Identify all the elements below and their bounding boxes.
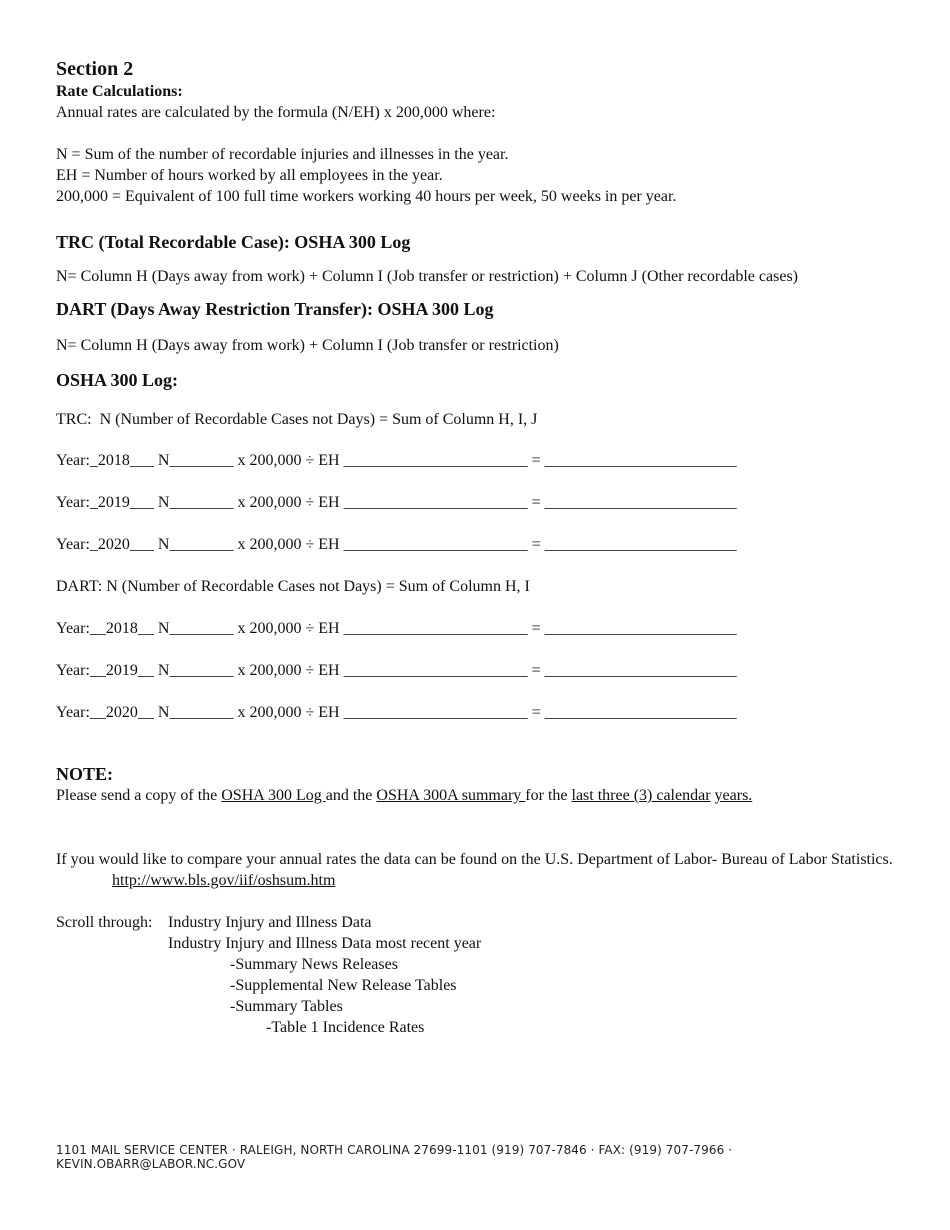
dart-line: DART: N (Number of Recordable Cases not Days) = Sum of Column H, I: [56, 578, 530, 595]
section-title: Section 2: [56, 58, 134, 80]
scroll-label: Scroll through:: [56, 914, 153, 931]
page-footer: 1101 MAIL SERVICE CENTER · RALEIGH, NORTH CAROLINA 27699-1101 (919) 707-7846 · FAX: (919) 707-7966 · KEVIN.OBARR@LABOR.NC.GOV: [56, 1143, 733, 1171]
trc-heading: TRC (Total Recordable Case): OSHA 300 Log: [56, 232, 411, 252]
dart-row-2020: Year:__2020__ N________ x 200,000 ÷ EH _______________________ = ________________________: [56, 704, 737, 721]
scroll-item-industry-data: Industry Injury and Illness Data: [168, 914, 372, 931]
bls-url-container: [56, 870, 896, 891]
document-body: [56, 58, 896, 1038]
bls-url-link[interactable]: http://www.bls.gov/iif/oshsum.htm: [112, 872, 336, 889]
note-heading: NOTE:: [56, 764, 114, 784]
trc-row-2019: Year:_2019___ N________ x 200,000 ÷ EH _______________________ = ________________________: [56, 494, 737, 511]
note-text-2: and the: [325, 787, 377, 804]
dart-formula: N= Column H (Days away from work) + Column I (Job transfer or restriction): [56, 337, 559, 354]
last-three-calendar-link[interactable]: last three (3) calendar: [571, 787, 711, 804]
osha-300-log-link[interactable]: OSHA 300 Log: [221, 787, 326, 804]
scroll-item-recent-year: Industry Injury and Illness Data most recent year: [168, 935, 482, 952]
scroll-subitem-summary-tables: -Summary Tables: [230, 998, 343, 1015]
definition-n: N = Sum of the number of recordable injuries and illnesses in the year.: [56, 146, 509, 163]
note-text: [56, 785, 896, 806]
scroll-list: [168, 912, 481, 1038]
compare-text: If you would like to compare your annual rates the data can be found on the U.S. Department of Labor- Bureau of Labor Statistics.: [56, 851, 893, 868]
definition-eh: EH = Number of hours worked by all employees in the year.: [56, 167, 443, 184]
scroll-subitem-supplemental-tables: -Supplemental New Release Tables: [230, 977, 457, 994]
scroll-subsubitem-table-1: -Table 1 Incidence Rates: [266, 1019, 425, 1036]
dart-row-2019: Year:__2019__ N________ x 200,000 ÷ EH _______________________ = ________________________: [56, 662, 737, 679]
rate-heading: Rate Calculations:: [56, 83, 183, 100]
trc-row-2020: Year:_2020___ N________ x 200,000 ÷ EH _______________________ = ________________________: [56, 536, 737, 553]
trc-formula: N= Column H (Days away from work) + Column I (Job transfer or restriction) + Column J (Other recordable cases): [56, 268, 798, 285]
note-text-3: for the: [525, 787, 572, 804]
trc-row-2018: Year:_2018___ N________ x 200,000 ÷ EH _______________________ = ________________________: [56, 452, 737, 469]
scroll-instructions: [56, 912, 896, 1038]
scroll-subitem-news-releases: -Summary News Releases: [230, 956, 398, 973]
intro-text: Annual rates are calculated by the formula (N/EH) x 200,000 where:: [56, 104, 496, 121]
note-text-1: Please send a copy of the: [56, 787, 222, 804]
osha-log-heading: OSHA 300 Log:: [56, 370, 179, 390]
trc-line: TRC: N (Number of Recordable Cases not Days) = Sum of Column H, I, J: [56, 411, 538, 428]
years-link[interactable]: years.: [714, 787, 753, 804]
dart-row-2018: Year:__2018__ N________ x 200,000 ÷ EH _______________________ = ________________________: [56, 620, 737, 637]
dart-heading: DART (Days Away Restriction Transfer): OSHA 300 Log: [56, 299, 494, 319]
definition-200000: 200,000 = Equivalent of 100 full time workers working 40 hours per week, 50 weeks in per year.: [56, 188, 677, 205]
osha-300a-summary-link[interactable]: OSHA 300A summary: [376, 787, 526, 804]
